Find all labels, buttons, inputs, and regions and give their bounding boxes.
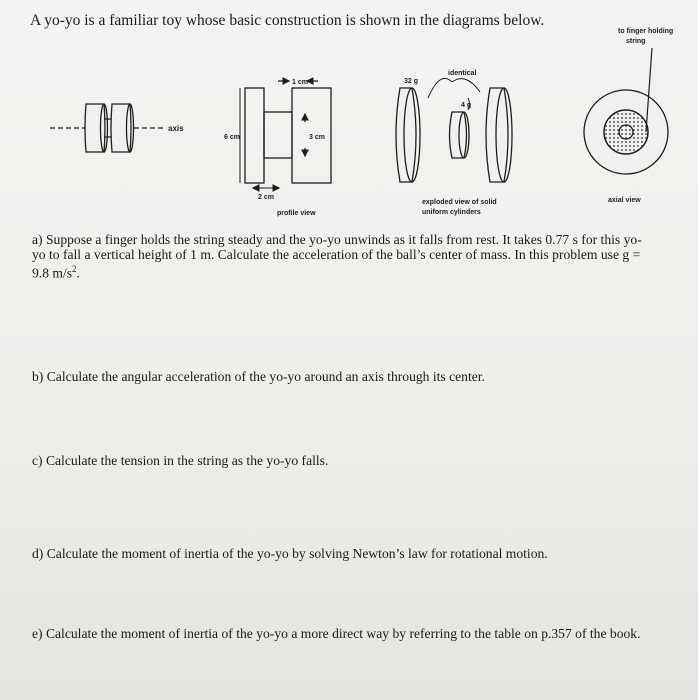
dim-3cm-label: 3 cm — [309, 134, 325, 141]
dim-2cm-label: 2 cm — [258, 194, 274, 201]
question-c: c) Calculate the tension in the string as the yo-yo falls. — [32, 453, 329, 468]
question-a-line-3 — [32, 262, 672, 281]
axial-view-label: axial view — [608, 197, 641, 204]
axis-label: axis — [168, 124, 184, 133]
question-b: b) Calculate the angular acceleration of the yo-yo around an axis through its center. — [32, 369, 485, 384]
finger-string-label-2: string — [626, 38, 646, 45]
dim-6cm-label: 6 cm — [224, 134, 240, 141]
mass-4g-label: 4 g — [461, 102, 472, 109]
gravity-value: 9.8 m/s — [32, 265, 73, 281]
identical-label: identical — [448, 70, 477, 77]
question-a-period: . — [76, 265, 80, 281]
question-e: e) Calculate the moment of inertia of the yo-yo a more direct way by referring to the table on p.357 of the book. — [32, 626, 641, 641]
problem-title: A yo-yo is a familiar toy whose basic construction is shown in the diagrams below. — [30, 12, 545, 29]
yo-yo-diagrams — [0, 0, 698, 230]
side-view-diagram — [50, 104, 166, 152]
question-d: d) Calculate the moment of inertia of the yo-yo by solving Newton’s law for rotational motion. — [32, 546, 548, 561]
exploded-view-label-1: exploded view of solid — [422, 199, 497, 206]
dim-1cm-label: 1 cm — [292, 79, 308, 86]
question-a-line-2: yo to fall a vertical height of 1 m. Calculate the acceleration of the ball’s center of mass. In this problem use g = — [32, 247, 641, 262]
finger-string-label-1: to finger holding — [618, 28, 674, 35]
profile-view-label: profile view — [277, 210, 316, 217]
mass-32g-label: 32 g — [404, 78, 419, 85]
exploded-view-label-2: uniform cylinders — [422, 209, 481, 216]
question-a — [32, 232, 672, 281]
gravity-exponent: 2 — [72, 264, 77, 274]
question-a-line-1: a) Suppose a finger holds the string steady and the yo-yo unwinds as it falls from rest. It takes 0.77 s for this yo- — [32, 232, 642, 247]
exploded-view-diagram — [396, 78, 512, 182]
axial-view-diagram — [584, 48, 668, 174]
